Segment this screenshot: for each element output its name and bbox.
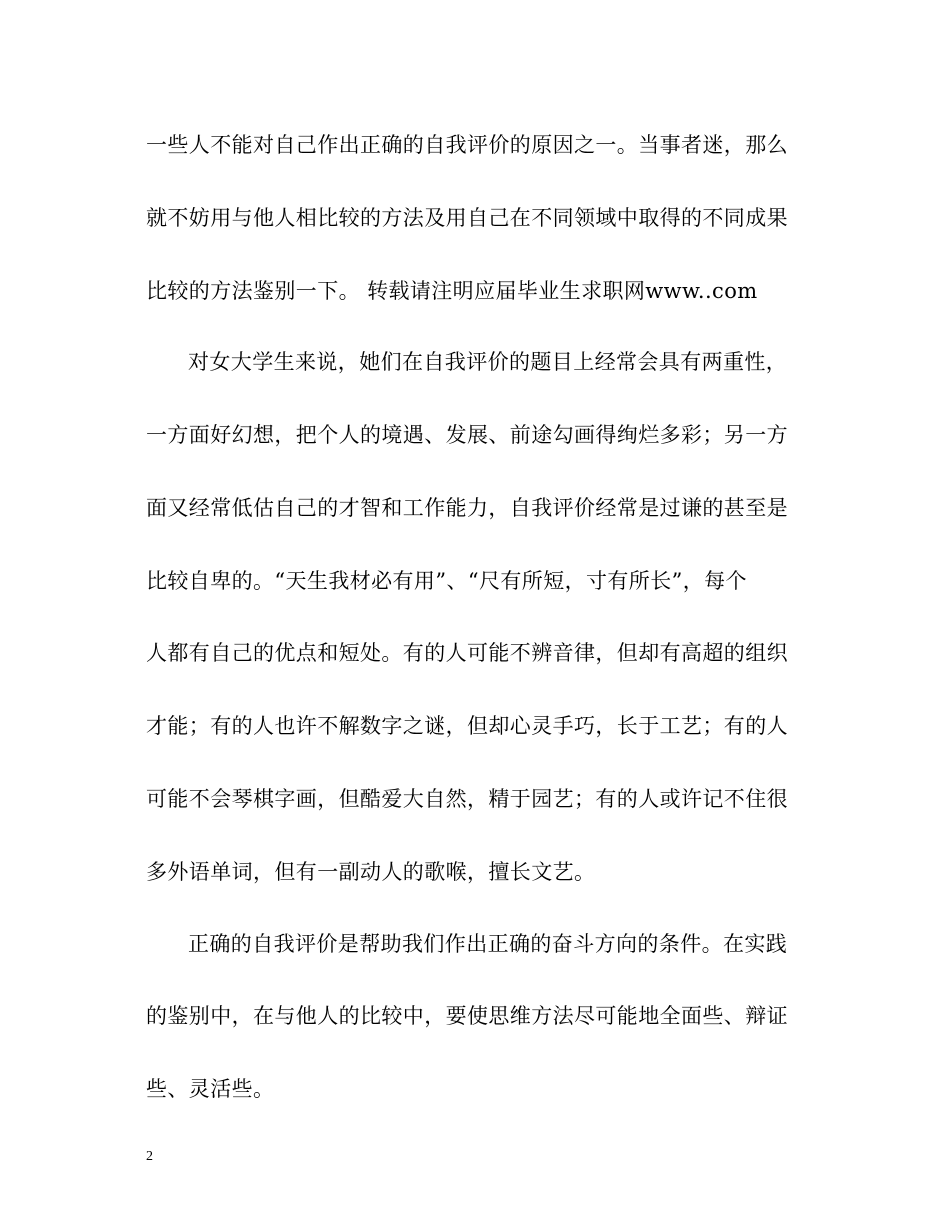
paragraph-2-line-5: 人都有自己的优点和短处。有的人可能不辨音律，但却有高超的组织 bbox=[146, 641, 788, 665]
page-number: 2 bbox=[146, 1149, 153, 1164]
paragraph-3-line-1: 正确的自我评价是帮助我们作出正确的奋斗方向的条件。在实践 bbox=[188, 932, 788, 956]
paragraph-3-line-3: 些、灵活些。 bbox=[146, 1077, 275, 1101]
body-line-2: 就不妨用与他人相比较的方法及用自己在不同领域中取得的不同成果 bbox=[146, 206, 788, 230]
paragraph-2-line-4: 比较自卑的。“天生我材必有用”、“尺有所短，寸有所长”，每个 bbox=[146, 569, 747, 593]
paragraph-2-line-1: 对女大学生来说，她们在自我评价的题目上经常会具有两重性， bbox=[188, 350, 788, 374]
body-line-3: 比较的方法鉴别一下。 转载请注明应届毕业生求职网www..com bbox=[146, 279, 758, 303]
paragraph-2-line-7: 可能不会琴棋字画，但酷爱大自然，精于园艺；有的人或许记不住很 bbox=[146, 787, 788, 811]
paragraph-2-line-8: 多外语单词，但有一副动人的歌喉，擅长文艺。 bbox=[146, 860, 596, 884]
paragraph-3-line-2: 的鉴别中，在与他人的比较中，要使思维方法尽可能地全面些、辩证 bbox=[146, 1004, 788, 1028]
paragraph-2-line-2: 一方面好幻想，把个人的境遇、发展、前途勾画得绚烂多彩；另一方 bbox=[146, 423, 788, 447]
paragraph-2-line-6: 才能；有的人也许不解数字之谜，但却心灵手巧，长于工艺；有的人 bbox=[146, 714, 788, 738]
body-line-1: 一些人不能对自己作出正确的自我评价的原因之一。当事者迷，那么 bbox=[146, 133, 788, 157]
paragraph-2-line-3: 面又经常低估自己的才智和工作能力，自我评价经常是过谦的甚至是 bbox=[146, 496, 788, 520]
